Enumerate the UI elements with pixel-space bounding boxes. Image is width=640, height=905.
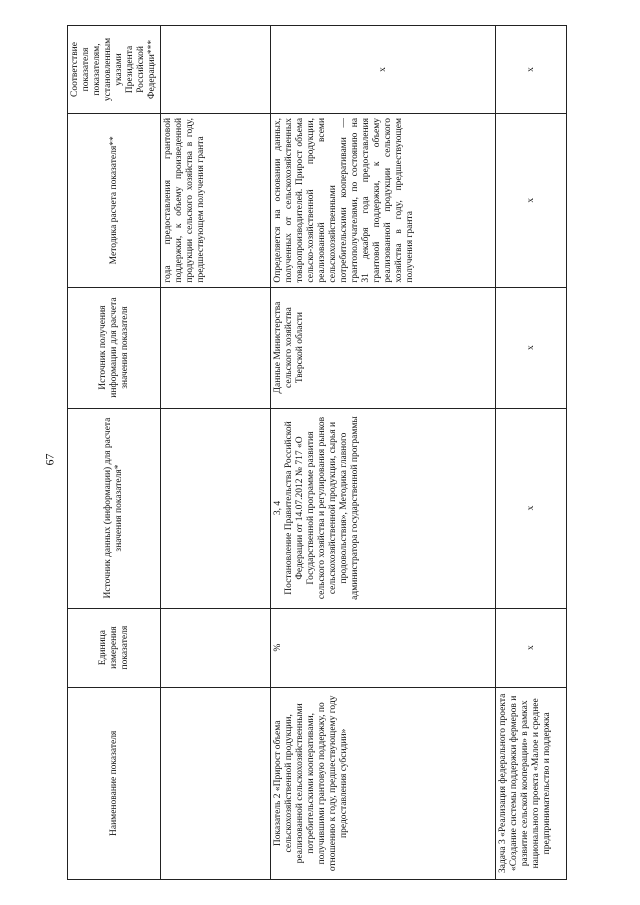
header-name: Наименование показателя [68,687,161,879]
cell-data-source [271,408,496,608]
cell-info-source: Данные Министерства сельского хозяйства Тверской области [271,287,496,408]
cell-indicator-name: Задача 3 «Реализация федерального проекта «Создание системы поддержки фермеров и развитие сельской кооперации» в рамках национального проекта «Малое и среднее предпринимательство и поддержка [496,687,567,879]
page-number: 67 [42,453,57,466]
table-row [496,26,567,880]
header-method: Методика расчета показателя** [68,113,161,287]
header-info-source: Источник получения информации для расчета значения показателя [68,287,161,408]
cell-empty [161,26,271,114]
cell-empty [161,287,271,408]
cell-unit: % [271,608,496,687]
indicator-table [67,25,567,880]
cell-empty [161,608,271,687]
header-row [68,26,161,880]
cell-compliance: x [496,26,567,114]
header-data-source: Источник данных (информации) для расчета значения показателя* [68,408,161,608]
cell-empty [161,687,271,879]
source-ref: 3, 4 [273,500,283,516]
cell-compliance: x [271,26,496,114]
cell-method: x [496,113,567,287]
cell-info-source: x [496,287,567,408]
table-row [161,26,271,880]
cell-method: года предоставления грантовой поддержки, к объему произведенной продукции сельского хозяйства в году, предшествующем получения гранта [161,113,271,287]
rotated-table-container [67,25,567,880]
cell-empty [161,408,271,608]
header-compliance: Соответствие показателя показателям, установленным указами Президента Российской Федерации*** [68,26,161,114]
cell-unit: x [496,608,567,687]
cell-method: Определяется на основании данных, полученных от сельскохозяйственных товаропроизводителей. Прирост объема сельско-хозяйственной продукции, реализованной всеми сельскохозяйственными потребительскими кооперативами — грантополучателями, по состоянию на 31 декабря года предоставления грантовой поддержки, к объему реализованной продукции сельского хозяйства в году, предшествующем получения гранта [271,113,496,287]
cell-data-source: x [496,408,567,608]
cell-indicator-name: Показатель 2 «Прирост объема сельскохозяйственной продукции, реализованной сельскохозяйственными потребительскими кооперативами, получившими грантовую поддержку, по отношению к году, предшествующему году предоставления субсидии» [271,687,496,879]
header-unit: Единица измерения показателя [68,608,161,687]
source-text: Постановление Правительства Российской Федерации от 14.07.2012 № 717 «О Государственной программе развития сельского хозяйства и регулирования рынков сельскохозяйственной продукции, сырья и продовольствия», Методика главного администратора государственной программы [284,416,360,600]
table-row [271,26,496,880]
